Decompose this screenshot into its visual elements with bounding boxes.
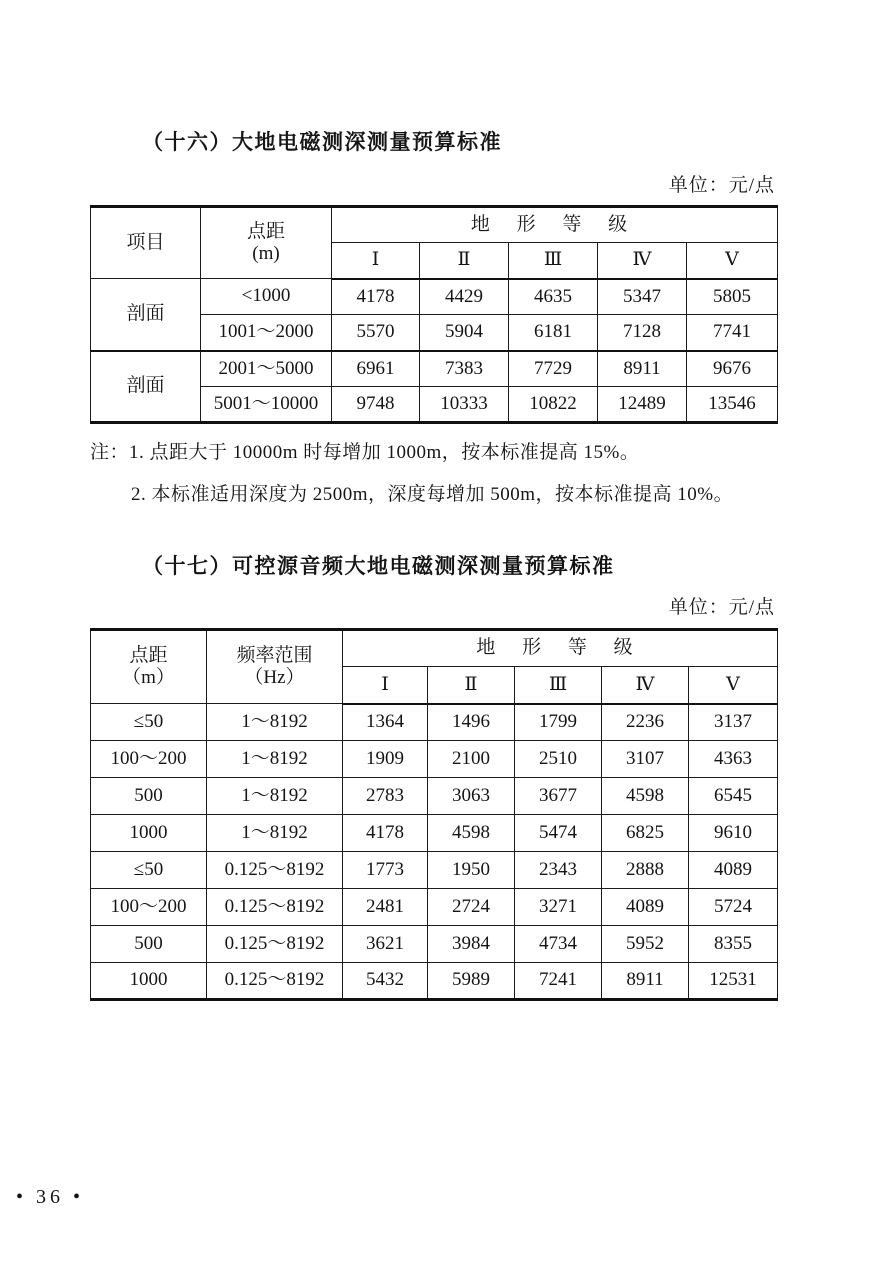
value-cell: 5805 xyxy=(687,279,778,315)
value-cell: 5347 xyxy=(598,279,687,315)
page-number: • 36 • xyxy=(16,1186,85,1208)
value-cell: 3677 xyxy=(515,778,602,815)
value-cell: 7128 xyxy=(598,315,687,351)
value-cell: 4178 xyxy=(343,815,428,852)
section-16-title: （十六）大地电磁测深测量预算标准 xyxy=(142,130,502,154)
value-cell: 2236 xyxy=(602,704,689,741)
table-row xyxy=(91,963,778,1000)
note-line-2: 2. 本标准适用深度为 2500m，深度每增加 500m，按本标准提高 10%。 xyxy=(131,484,734,505)
table-row xyxy=(91,852,778,889)
header-grade-2: Ⅱ xyxy=(428,667,515,704)
freq-cell: 0.125～8192 xyxy=(207,852,343,889)
table-csamt-budget xyxy=(90,628,778,1001)
header-item: 项目 xyxy=(91,207,201,279)
value-cell: 4635 xyxy=(509,279,598,315)
page-content xyxy=(90,0,777,1278)
value-cell: 5904 xyxy=(420,315,509,351)
header-grade-4: Ⅳ xyxy=(602,667,689,704)
value-cell: 3984 xyxy=(428,926,515,963)
header-grade-5: Ⅴ xyxy=(689,667,778,704)
value-cell: 9748 xyxy=(332,387,420,423)
value-cell: 6181 xyxy=(509,315,598,351)
header-terrain-grade: 地 形 等 级 xyxy=(343,630,778,667)
value-cell: 4363 xyxy=(689,741,778,778)
value-cell: 1909 xyxy=(343,741,428,778)
value-cell: 2343 xyxy=(515,852,602,889)
freq-cell: 1～8192 xyxy=(207,778,343,815)
header-grade-1: Ⅰ xyxy=(343,667,428,704)
table-row xyxy=(91,279,778,315)
spacing-cell: 100～200 xyxy=(91,889,207,926)
value-cell: 2888 xyxy=(602,852,689,889)
value-cell: 2783 xyxy=(343,778,428,815)
value-cell: 12531 xyxy=(689,963,778,1000)
header-terrain-grade: 地 形 等 级 xyxy=(332,207,778,243)
freq-cell: 1～8192 xyxy=(207,815,343,852)
value-cell: 10822 xyxy=(509,387,598,423)
header-grade-1: Ⅰ xyxy=(332,243,420,279)
value-cell: 3107 xyxy=(602,741,689,778)
value-cell: 4178 xyxy=(332,279,420,315)
value-cell: 2724 xyxy=(428,889,515,926)
note-line-1: 注：1. 点距大于 10000m 时每增加 1000m，按本标准提高 15%。 xyxy=(90,442,640,463)
value-cell: 3063 xyxy=(428,778,515,815)
value-cell: 3137 xyxy=(689,704,778,741)
header-point-spacing-line2: （m） xyxy=(122,667,175,688)
value-cell: 7741 xyxy=(687,315,778,351)
header-point-spacing-line1: 点距 xyxy=(129,645,168,667)
value-cell: 7241 xyxy=(515,963,602,1000)
value-cell: 6545 xyxy=(689,778,778,815)
table-row xyxy=(91,889,778,926)
header-point-spacing xyxy=(201,207,332,279)
table-row xyxy=(91,741,778,778)
freq-cell: 0.125～8192 xyxy=(207,889,343,926)
item-cell: 剖面 xyxy=(91,351,201,423)
section-16-unit-label: 单位：元/点 xyxy=(668,175,775,196)
spacing-cell: ≤50 xyxy=(91,704,207,741)
value-cell: 7729 xyxy=(509,351,598,387)
spacing-cell: 500 xyxy=(91,926,207,963)
value-cell: 5570 xyxy=(332,315,420,351)
value-cell: 5432 xyxy=(343,963,428,1000)
value-cell: 1496 xyxy=(428,704,515,741)
value-cell: 4734 xyxy=(515,926,602,963)
freq-cell: 1～8192 xyxy=(207,704,343,741)
value-cell: 4089 xyxy=(689,852,778,889)
value-cell: 5474 xyxy=(515,815,602,852)
freq-cell: 1～8192 xyxy=(207,741,343,778)
spacing-cell: 2001～5000 xyxy=(201,351,332,387)
table-row xyxy=(91,778,778,815)
table-row xyxy=(91,926,778,963)
header-frequency-range-line1: 频率范围 xyxy=(236,645,313,667)
value-cell: 2510 xyxy=(515,741,602,778)
header-point-spacing xyxy=(91,630,207,704)
spacing-cell: 1001～2000 xyxy=(201,315,332,351)
header-grade-3: Ⅲ xyxy=(509,243,598,279)
header-frequency-range-line2: （Hz） xyxy=(244,667,305,688)
header-grade-5: Ⅴ xyxy=(687,243,778,279)
value-cell: 3621 xyxy=(343,926,428,963)
spacing-cell: 500 xyxy=(91,778,207,815)
table-row xyxy=(91,351,778,387)
value-cell: 9676 xyxy=(687,351,778,387)
spacing-cell: <1000 xyxy=(201,279,332,315)
spacing-cell: 1000 xyxy=(91,815,207,852)
spacing-cell: 100～200 xyxy=(91,741,207,778)
value-cell: 12489 xyxy=(598,387,687,423)
spacing-cell: ≤50 xyxy=(91,852,207,889)
value-cell: 1773 xyxy=(343,852,428,889)
value-cell: 3271 xyxy=(515,889,602,926)
table-row xyxy=(91,815,778,852)
value-cell: 5989 xyxy=(428,963,515,1000)
value-cell: 4598 xyxy=(602,778,689,815)
value-cell: 5952 xyxy=(602,926,689,963)
value-cell: 1364 xyxy=(343,704,428,741)
value-cell: 10333 xyxy=(420,387,509,423)
header-point-spacing-line1: 点距 xyxy=(246,221,285,243)
value-cell: 9610 xyxy=(689,815,778,852)
value-cell: 2100 xyxy=(428,741,515,778)
header-point-spacing-line2: (m) xyxy=(252,243,280,264)
freq-cell: 0.125～8192 xyxy=(207,926,343,963)
value-cell: 8355 xyxy=(689,926,778,963)
header-grade-4: Ⅳ xyxy=(598,243,687,279)
header-grade-2: Ⅱ xyxy=(420,243,509,279)
table-row xyxy=(91,704,778,741)
value-cell: 1950 xyxy=(428,852,515,889)
spacing-cell: 5001～10000 xyxy=(201,387,332,423)
notes-block xyxy=(90,437,777,506)
table-magnetotelluric-budget xyxy=(90,205,778,424)
value-cell: 4598 xyxy=(428,815,515,852)
value-cell: 6825 xyxy=(602,815,689,852)
spacing-cell: 1000 xyxy=(91,963,207,1000)
header-frequency-range xyxy=(207,630,343,704)
section-17-title: （十七）可控源音频大地电磁测深测量预算标准 xyxy=(142,554,615,578)
value-cell: 4089 xyxy=(602,889,689,926)
freq-cell: 0.125～8192 xyxy=(207,963,343,1000)
section-17-unit-label: 单位：元/点 xyxy=(668,597,775,618)
value-cell: 2481 xyxy=(343,889,428,926)
value-cell: 5724 xyxy=(689,889,778,926)
value-cell: 8911 xyxy=(598,351,687,387)
value-cell: 6961 xyxy=(332,351,420,387)
item-cell: 剖面 xyxy=(91,279,201,351)
value-cell: 1799 xyxy=(515,704,602,741)
value-cell: 8911 xyxy=(602,963,689,1000)
value-cell: 4429 xyxy=(420,279,509,315)
value-cell: 7383 xyxy=(420,351,509,387)
value-cell: 13546 xyxy=(687,387,778,423)
header-grade-3: Ⅲ xyxy=(515,667,602,704)
